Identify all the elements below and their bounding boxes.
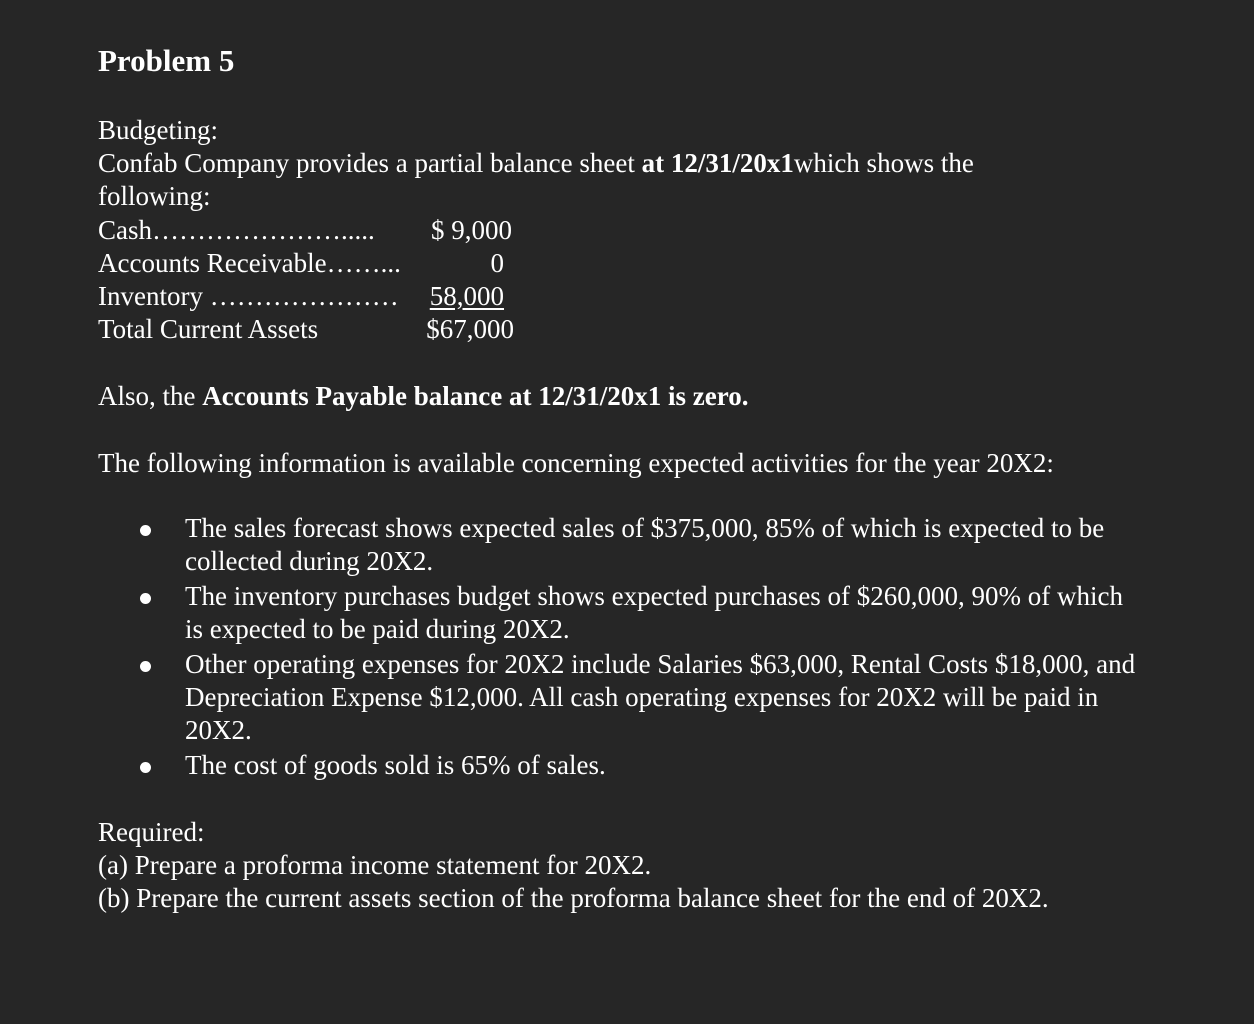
required-b: (b) Prepare the current assets section of the proforma balance sheet for the end of 20X2. (98, 883, 1049, 913)
ar-dots: ……... (326, 248, 401, 278)
intro-line-2: following: (98, 181, 211, 211)
list-item-text: The sales forecast shows expected sales of $375,000, 85% of which is expected to be collected during 20X2. (185, 513, 1105, 576)
list-item-text: The cost of goods sold is 65% of sales. (185, 750, 606, 780)
inventory-amount: 58,000 (429, 281, 504, 311)
cash-label-text: Cash (98, 215, 152, 245)
intro-text: Confab Company provides a partial balance sheet (98, 148, 642, 178)
budgeting-heading: Budgeting: (98, 115, 218, 145)
cash-amount: $ 9,000 (431, 215, 512, 245)
intro-text-end: which shows the (793, 148, 974, 178)
inventory-dots: ………………… (202, 281, 399, 311)
info-intro: The following information is available concerning expected activities for the year 20X2: (98, 448, 1054, 478)
bullet-icon (140, 525, 151, 536)
activities-list (0, 512, 1254, 784)
problem-title: Problem 5 (98, 43, 235, 78)
ar-label (98, 247, 401, 280)
bullet-icon (140, 593, 151, 604)
total-label (98, 313, 318, 346)
inventory-label (98, 280, 399, 313)
also-bold: Accounts Payable balance at 12/31/20x1 is zero. (202, 381, 749, 411)
list-item (0, 580, 1145, 646)
also-text: Also, the (98, 381, 203, 411)
required-a: (a) Prepare a proforma income statement for 20X2. (98, 850, 652, 880)
list-item (0, 648, 1145, 747)
list-item (0, 749, 1145, 782)
cash-label (98, 214, 375, 247)
list-item (0, 512, 1145, 578)
list-item-text: The inventory purchases budget shows expected purchases of $260,000, 90% of which is expected to be paid during 20X2. (185, 581, 1124, 644)
intro-line-1 (98, 147, 974, 180)
bullet-icon (140, 661, 151, 672)
list-item-text: Other operating expenses for 20X2 include Salaries $63,000, Rental Costs $18,000, and Depreciation Expense $12,000. All cash operating expenses for 20X2 will be paid in 20X2. (185, 649, 1136, 745)
total-amount: $67,000 (426, 314, 514, 344)
ar-amount: 0 (490, 248, 504, 278)
bullet-icon (140, 762, 151, 773)
inventory-label-text: Inventory (98, 281, 203, 311)
cash-dots: …………………..... (152, 215, 375, 245)
intro-date: at 12/31/20x1 (641, 148, 794, 178)
accounts-payable-note (98, 380, 748, 413)
total-label-text: Total Current Assets (98, 314, 319, 344)
ar-label-text: Accounts Receivable (98, 248, 327, 278)
required-heading: Required: (98, 817, 205, 847)
